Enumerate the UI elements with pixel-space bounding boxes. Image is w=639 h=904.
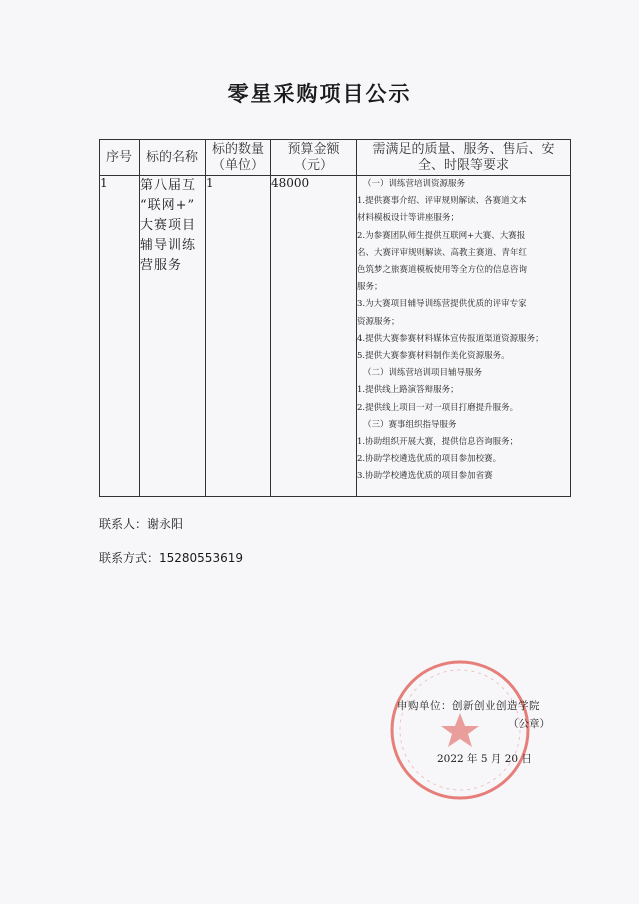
row-name (140, 176, 206, 497)
row-name-line: 营服务 (140, 258, 183, 273)
requirement-line: （一）训练营培训资源服务 (363, 179, 466, 189)
requirement-line: 1.提供赛事介绍、评审规则解读、各赛道文本 (357, 196, 527, 207)
header-name: 标的名称 (140, 140, 206, 176)
requirement-line: 材料模板设计等讲座服务； (357, 213, 460, 224)
applicant-organization: 申购单位：创新创业创造学院 (397, 700, 540, 712)
header-requirements-line1: 需满足的质量、服务、售后、安 (372, 141, 555, 157)
requirement-line: 色筑梦之旅赛道模板使用等全方位的信息咨询 (357, 265, 528, 276)
page-title: 零星采购项目公示 (227, 82, 412, 106)
requirement-line: 服务； (357, 282, 383, 293)
table-header-row (100, 140, 571, 176)
requirement-line: 1.协助组织开展大赛，提供信息咨询服务； (357, 437, 519, 448)
row-requirements (357, 176, 571, 497)
row-name-line: “联网+” (140, 198, 196, 213)
requirement-line: 4.提供大赛参赛材料媒体宣传报道渠道资源服务； (357, 333, 544, 344)
requirement-line: 2.为参赛团队师生提供互联网+大赛、大赛报 (357, 230, 526, 241)
requirement-line: 名、大赛评审规则解读、高教主赛道、青年红 (357, 247, 528, 258)
requirement-line: 3.为大赛项目辅导训练营提供优质的评审专家 (357, 299, 527, 310)
requirement-line: 1.提供线上路演答辩服务； (357, 385, 459, 396)
header-index: 序号 (100, 140, 140, 176)
requirement-line: 资源服务； (357, 316, 400, 327)
row-name-line: 辅导训练 (140, 238, 197, 253)
table-row (100, 176, 571, 497)
row-index: 1 (100, 176, 140, 497)
row-name-line: 大赛项目 (140, 218, 197, 233)
procurement-table (99, 139, 571, 497)
requirement-line: 2.协助学校遴选优质的项目参加校赛。 (357, 454, 502, 465)
header-quantity-line1: 标的数量 (211, 141, 264, 157)
contact-person: 联系人：谢永阳 (99, 517, 184, 531)
requirement-line: 5.提供大赛参赛材料制作美化资源服务。 (357, 351, 510, 362)
header-requirements (357, 140, 571, 176)
row-budget: 48000 (271, 176, 357, 497)
row-name-line: 第八届互 (140, 178, 197, 193)
requirement-line: （二）训练营培训项目辅导服务 (363, 368, 483, 379)
seal-label: （公章） (508, 718, 550, 730)
header-budget-line2: （元） (293, 157, 333, 173)
header-budget (271, 140, 357, 176)
header-quantity-line2: （单位） (211, 157, 264, 173)
document-date: 2022 年 5 月 20 日 (437, 753, 532, 765)
requirement-line: 2.提供线上项目一对一项目打磨提升服务。 (357, 402, 519, 413)
header-quantity (206, 140, 271, 176)
header-budget-line1: 预算金额 (287, 141, 340, 157)
requirement-line: （三）赛事组织指导服务 (363, 419, 457, 430)
header-requirements-line2: 全、时限等要求 (417, 157, 509, 173)
contact-phone: 联系方式：15280553619 (99, 551, 243, 565)
requirement-line: 3.协助学校遴选优质的项目参加省赛 (357, 471, 493, 482)
row-quantity: 1 (206, 176, 271, 497)
